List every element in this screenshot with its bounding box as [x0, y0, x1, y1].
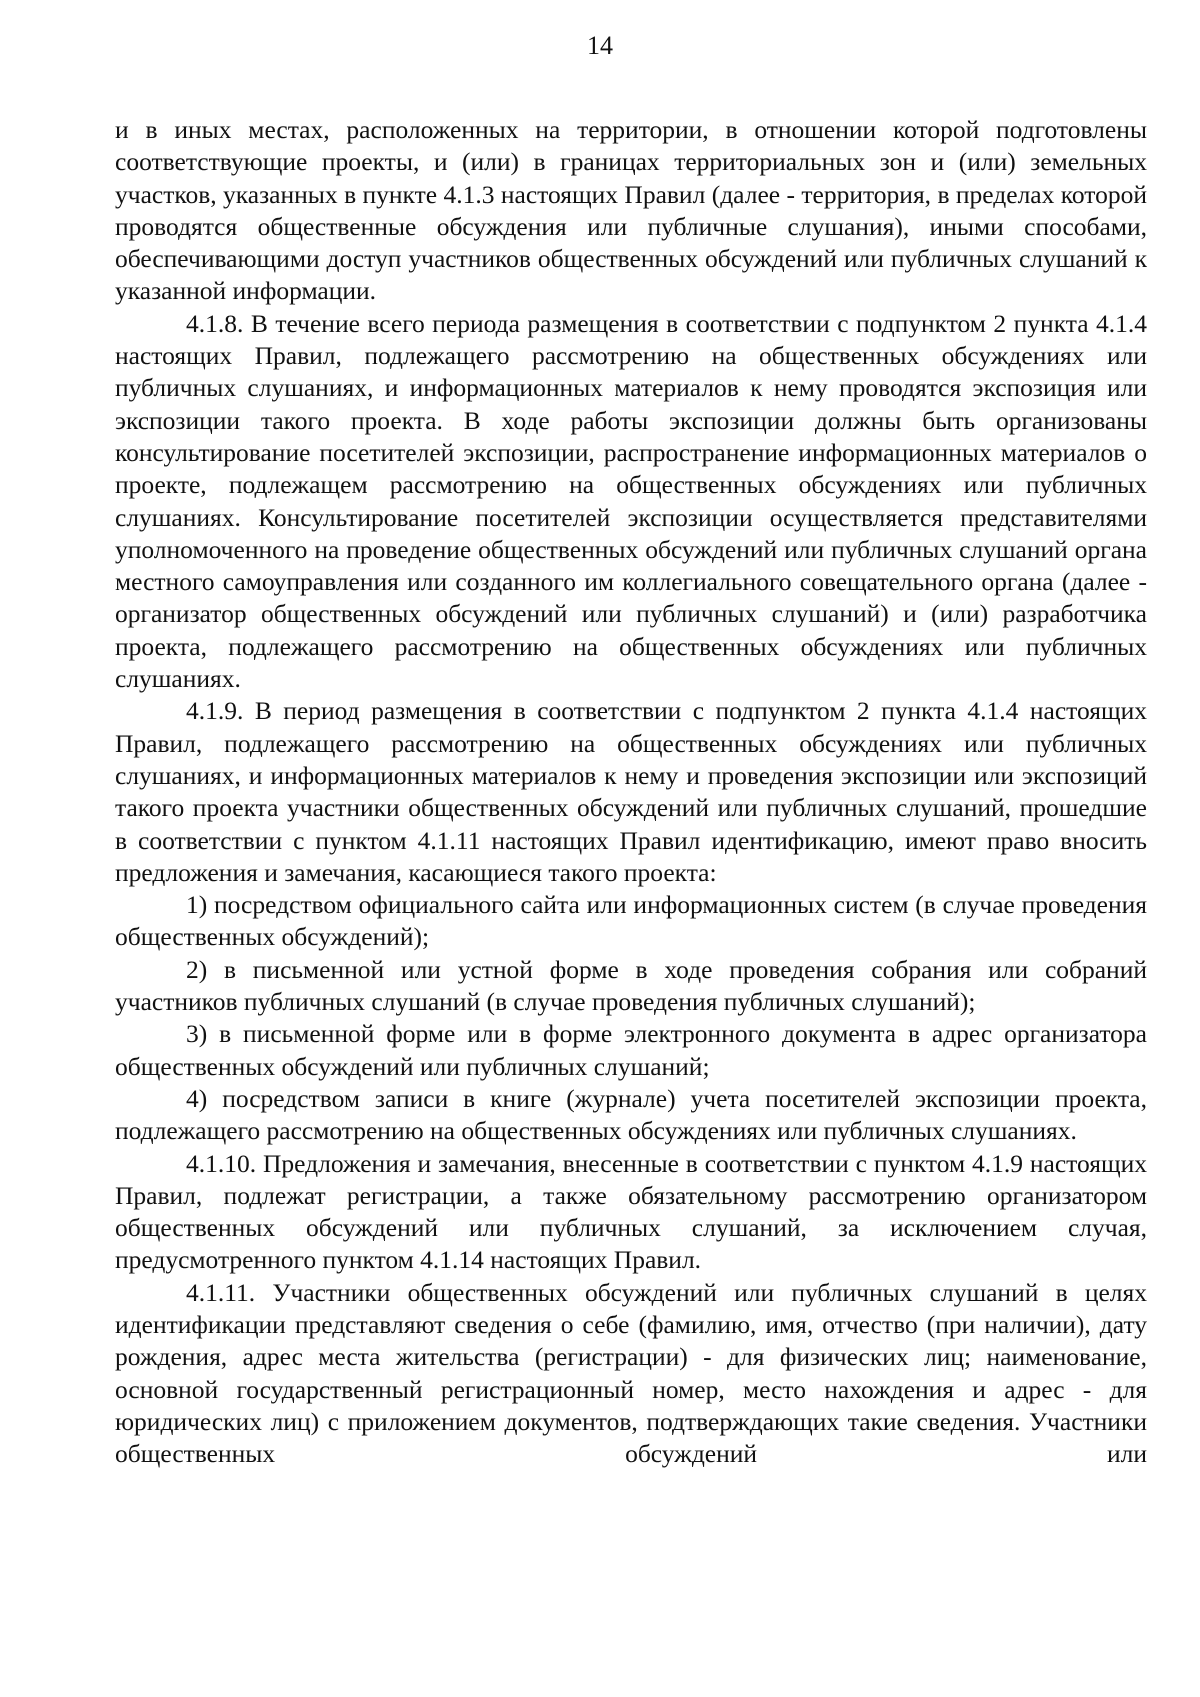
- paragraph-continuation: и в иных местах, расположенных на территории, в отношении которой подготовлены соответствующие проекты, и (или) в границах территориальных зон и (или) земельных участков, указанных в пункте 4.1.3 настоящих Правил (далее - территория, в пределах которой проводятся общественные обсуждения или публичные слушания), иными способами, обеспечивающими доступ участников общественных обсуждений или публичных слушаний к указанной информации.: [115, 115, 1147, 306]
- list-item-1: 1) посредством официального сайта или информационных систем (в случае проведения общественных обсуждений);: [115, 890, 1147, 952]
- body-text: [115, 114, 1147, 1470]
- paragraph-4-1-8: 4.1.8. В течение всего периода размещения в соответствии с подпунктом 2 пункта 4.1.4 настоящих Правил, подлежащего рассмотрению на общественных обсуждениях или публичных слушаниях, и информационных материалов к нему проводятся экспозиция или экспозиции такого проекта. В ходе работы экспозиции должны быть организованы консультирование посетителей экспозиции, распространение информационных материалов о проекте, подлежащем рассмотрению на общественных обсуждениях или публичных слушаниях. Консультирование посетителей экспозиции осуществляется представителями уполномоченного на проведение общественных обсуждений или публичных слушаний органа местного самоуправления или созданного им коллегиального совещательного органа (далее - организатор общественных обсуждений или публичных слушаний) и (или) разработчика проекта, подлежащего рассмотрению на общественных обсуждениях или публичных слушаниях.: [115, 308, 1147, 694]
- list-item-3: 3) в письменной форме или в форме электронного документа в адрес организатора общественных обсуждений или публичных слушаний;: [115, 1019, 1147, 1081]
- paragraph-4-1-11: 4.1.11. Участники общественных обсуждений или публичных слушаний в целях идентификации представляют сведения о себе (фамилию, имя, отчество (при наличии), дату рождения, адрес места жительства (регистрации) - для физических лиц; наименование, основной государственный регистрационный номер, место нахождения и адрес - для юридических лиц) с приложением документов, подтверждающих такие сведения. Участники общественных обсуждений или: [115, 1277, 1147, 1469]
- list-item-2: 2) в письменной или устной форме в ходе проведения собрания или собраний участников публичных слушаний (в случае проведения публичных слушаний);: [115, 954, 1147, 1017]
- paragraph-4-1-10: 4.1.10. Предложения и замечания, внесенные в соответствии с пунктом 4.1.9 настоящих Правил, подлежат регистрации, а также обязательному рассмотрению организатором общественных обсуждений или публичных слушаний, за исключением случая, предусмотренного пунктом 4.1.14 настоящих Правил.: [115, 1148, 1147, 1275]
- page-number: 14: [587, 31, 613, 60]
- list-item-4: 4) посредством записи в книге (журнале) учета посетителей экспозиции проекта, подлежащего рассмотрению на общественных обсуждениях или публичных слушаниях.: [115, 1083, 1147, 1146]
- paragraph-4-1-9: 4.1.9. В период размещения в соответствии с подпунктом 2 пункта 4.1.4 настоящих Правил, подлежащего рассмотрению на общественных обсуждениях или публичных слушаниях, и информационных материалов к нему и проведения экспозиции или экспозиций такого проекта участники общественных обсуждений или публичных слушаний, прошедшие в соответствии с пунктом 4.1.11 настоящих Правил идентификацию, имеют право вносить предложения и замечания, касающиеся такого проекта:: [115, 696, 1147, 887]
